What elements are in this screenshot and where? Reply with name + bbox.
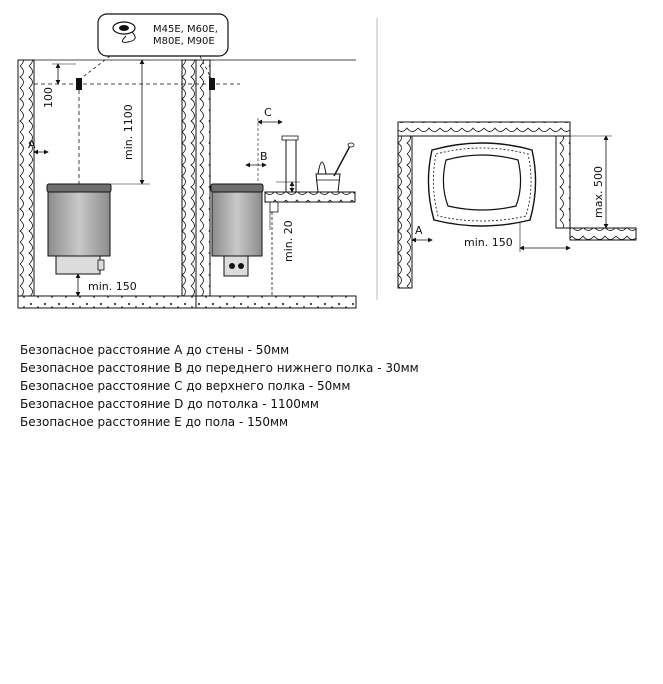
top-back-wall xyxy=(398,122,570,136)
heater-top xyxy=(428,143,535,226)
floor xyxy=(18,296,196,308)
dim-b: B xyxy=(260,150,268,163)
bench xyxy=(265,136,355,212)
note-b: Безопасное расстояние B до переднего нижнего полка - 30мм xyxy=(20,361,419,375)
note-a: Безопасное расстояние А до стены - 50мм xyxy=(20,343,290,357)
note-c: Безопасное расстояние C до верхнего полка - 50мм xyxy=(20,379,351,393)
top-left-wall xyxy=(398,136,412,288)
dim-min-1100: min. 1100 xyxy=(122,104,135,160)
side-view-panel xyxy=(196,60,356,308)
side-wall xyxy=(196,60,210,296)
right-wall xyxy=(182,60,196,296)
models-label-line1: M45E, M60E, xyxy=(153,24,218,35)
note-e: Безопасное расстояние E до пола - 150мм xyxy=(20,415,289,429)
dim-min-150-top: min. 150 xyxy=(464,236,513,249)
top-view-panel xyxy=(398,122,636,288)
dim-min-20: min. 20 xyxy=(282,220,295,262)
dim-100: 100 xyxy=(42,87,55,108)
dim-max-500: max. 500 xyxy=(592,166,605,218)
left-wall xyxy=(18,60,34,296)
safety-notes xyxy=(20,341,419,431)
heater-front xyxy=(47,184,111,274)
side-floor xyxy=(196,296,356,308)
dim-a: A xyxy=(28,138,36,151)
models-label-line2: M80E, M90E xyxy=(153,36,215,47)
dim-a-top: A xyxy=(415,224,423,237)
dim-c: C xyxy=(264,106,272,119)
installation-diagram xyxy=(0,0,663,330)
dim-min-150-floor: min. 150 xyxy=(88,280,137,293)
note-d: Безопасное расстояние D до потолка - 1100мм xyxy=(20,397,319,411)
bucket-icon xyxy=(316,143,354,192)
top-right-wall xyxy=(556,136,570,228)
heater-side xyxy=(211,184,263,276)
sensor-icon xyxy=(76,78,82,90)
top-bench xyxy=(570,228,636,240)
